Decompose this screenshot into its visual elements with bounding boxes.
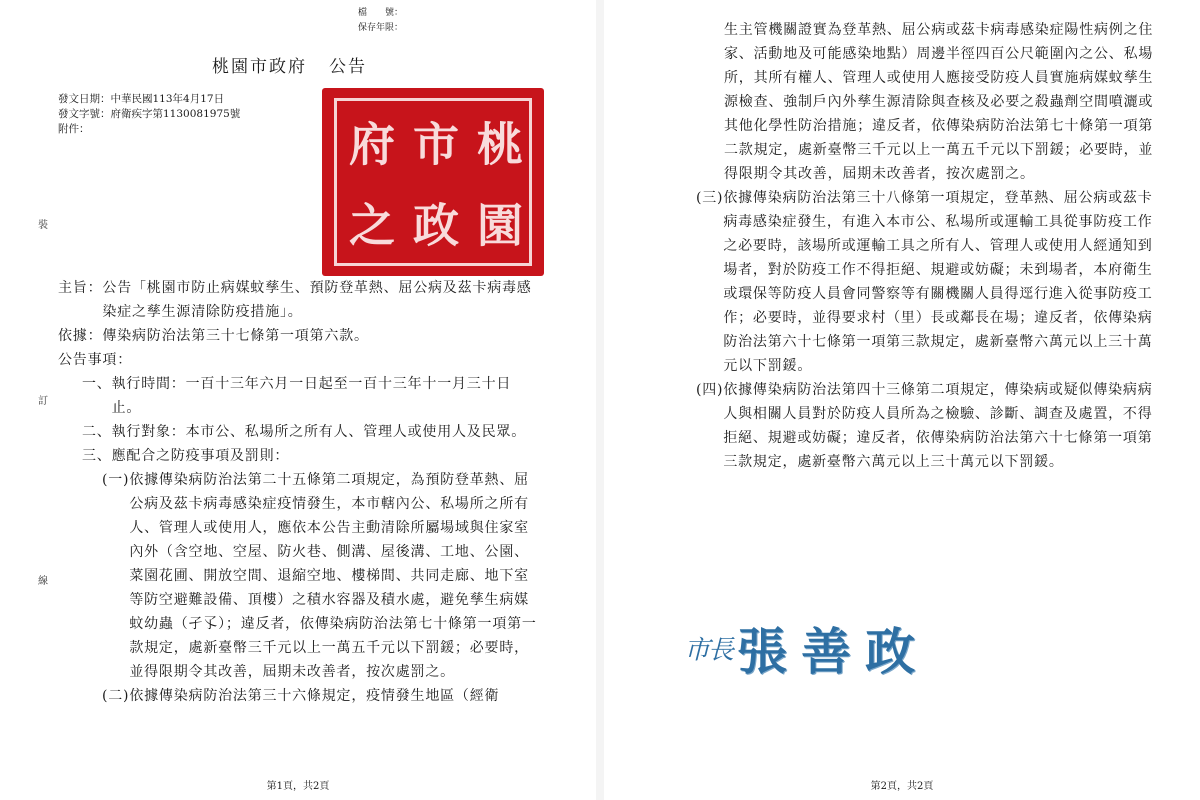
item-2 [58, 420, 538, 444]
issue-date: 發文日期：中華民國113年4月17日 [58, 93, 225, 105]
mayor-signature [684, 612, 929, 684]
seal-char: 政 [406, 200, 460, 245]
retention-label: 保存年限： [358, 23, 404, 33]
subject [58, 276, 538, 324]
sub-item-4 [696, 378, 1156, 474]
seal-char: 府 [342, 119, 396, 164]
seal-char: 市 [406, 119, 460, 164]
issue-number: 發文字號：府衛疾字第1130081975號 [58, 108, 241, 120]
sub-item-text: 依據傳染病防治法第二十五條第二項規定，為預防登革熱、屈公病及茲卡病毒感染症疫情發生，本市轄內公、私場所之所有人、管理人或使用人，應依本公告主動清除所屬場域與住家室內外（含空地、空屋、防火巷、側溝、屋後溝、工地、公園、菜園花圃、開放空間、退縮空地、樓梯間、共同走廊、地下室等防空避難設備、頂樓）之積水容器及積水處，避免孳生病媒蚊幼蟲（孑孓）；違反者，依傳染病防治法第七十條第一項第一款規定，處新臺幣三千元以上一萬五千元以下罰鍰；必要時，並得限期令其改善，屆期未改善者，按次處罰之。 [129, 472, 537, 680]
signature-title: 市長 [684, 635, 733, 666]
page-footer: 第1頁，共2頁 [266, 781, 330, 792]
sub-item-label: (三) [696, 190, 724, 206]
sub-item-2-continued: 生主管機關證實為登革熱、屈公病或茲卡病毒感染症陽性病例之住家、活動地及可能感染地點）周邊半徑四百公尺範圍內之公、私場所，其所有權人、管理人或使用人應接受防疫人員實施病媒蚊孳生源檢查、強制戶內外孳生源清除與查核及必要之殺蟲劑空間噴灑或其他化學性防治措施；違反者，依傳染病防治法第七十條第一項第二款規定，處新臺幣三千元以上一萬五千元以下罰鍰；必要時，並得限期令其改善，屆期未改善者，按次處罰之。 [724, 22, 1154, 182]
file-info [358, 6, 403, 36]
subject-label: 主旨： [58, 280, 103, 296]
basis-text: 傳染病防治法第三十七條第一項第六款。 [102, 328, 369, 344]
seal-char: 之 [342, 200, 396, 245]
item-label: 二、 [82, 424, 112, 440]
item-text: 應配合之防疫事項及罰則： [111, 448, 290, 464]
announcement-body-continued [696, 18, 1156, 474]
item-3 [58, 444, 538, 468]
title-type: 公告 [329, 57, 367, 77]
seal-char: 園 [470, 200, 524, 245]
item-1 [58, 372, 538, 420]
binding-mark: 訂 [38, 396, 48, 407]
binding-mark: 線 [38, 576, 48, 587]
page-gutter [596, 0, 604, 800]
item-label: 三、 [82, 448, 112, 464]
sub-item-3 [696, 186, 1156, 378]
issue-info [58, 92, 240, 137]
basis-label: 依據： [58, 328, 103, 344]
seal-char: 桃 [470, 119, 524, 164]
item-text: 執行對象：本市公、私場所之所有人、管理人或使用人及民眾。 [111, 424, 527, 440]
title-org: 桃園市政府 [212, 57, 307, 77]
subject-text: 公告「桃園市防止病媒蚊孳生、預防登革熱、屈公病及茲卡病毒感染症之孳生源清除防疫措施」。 [102, 280, 532, 320]
sub-item-label: (四) [696, 382, 724, 398]
sub-item-2 [58, 684, 538, 708]
sub-item-label: (二) [102, 688, 130, 704]
page-footer: 第2頁，共2頁 [870, 781, 934, 792]
sub-item-label: (一) [102, 472, 130, 488]
sub-item-text: 依據傳染病防治法第四十三條第二項規定，傳染病或疑似傳染病病人與相關人員對於防疫人員所為之檢驗、診斷、調查及處置，不得拒絕、規避或妨礙；違反者，依傳染病防治法第六十七條第一項第三款規定，處新臺幣六萬元以上三十萬元以下罰鍰。 [723, 382, 1153, 470]
announce-label: 公告事項： [58, 352, 132, 368]
attachment-label: 附件： [58, 123, 90, 135]
page-title [212, 52, 367, 77]
sub-item-text: 依據傳染病防治法第三十六條規定，疫情發生地區（經衛 [129, 688, 500, 704]
item-text: 執行時間：一百十三年六月一日起至一百十三年十一月三十日止。 [111, 376, 512, 416]
announcement-body [58, 276, 538, 708]
basis [58, 324, 538, 348]
file-number-label: 檔 號： [358, 8, 404, 18]
sub-item-text: 依據傳染病防治法第三十八條第一項規定，登革熱、屈公病或茲卡病毒感染症發生，有進入本市公、私場所或運輸工具從事防疫工作之必要時，該場所或運輸工具之所有人、管理人或使用人經通知到場者，對於防疫工作不得拒絕、規避或妨礙；未到場者，本府衛生或環保等防疫人員會同警察等有關機關人員得逕行進入從事防疫工作；必要時，並得要求村（里）長或鄰長在場；違反者，依傳染病防治法第六十七條第一項第三款規定，處新臺幣六萬元以上三十萬元以下罰鍰。 [723, 190, 1153, 374]
document-page-1 [0, 0, 596, 800]
sub-item-1 [58, 468, 538, 684]
binding-mark: 裝 [38, 220, 48, 231]
signature-name: 張善政 [737, 622, 930, 681]
item-label: 一、 [82, 376, 112, 392]
official-seal [322, 88, 544, 276]
